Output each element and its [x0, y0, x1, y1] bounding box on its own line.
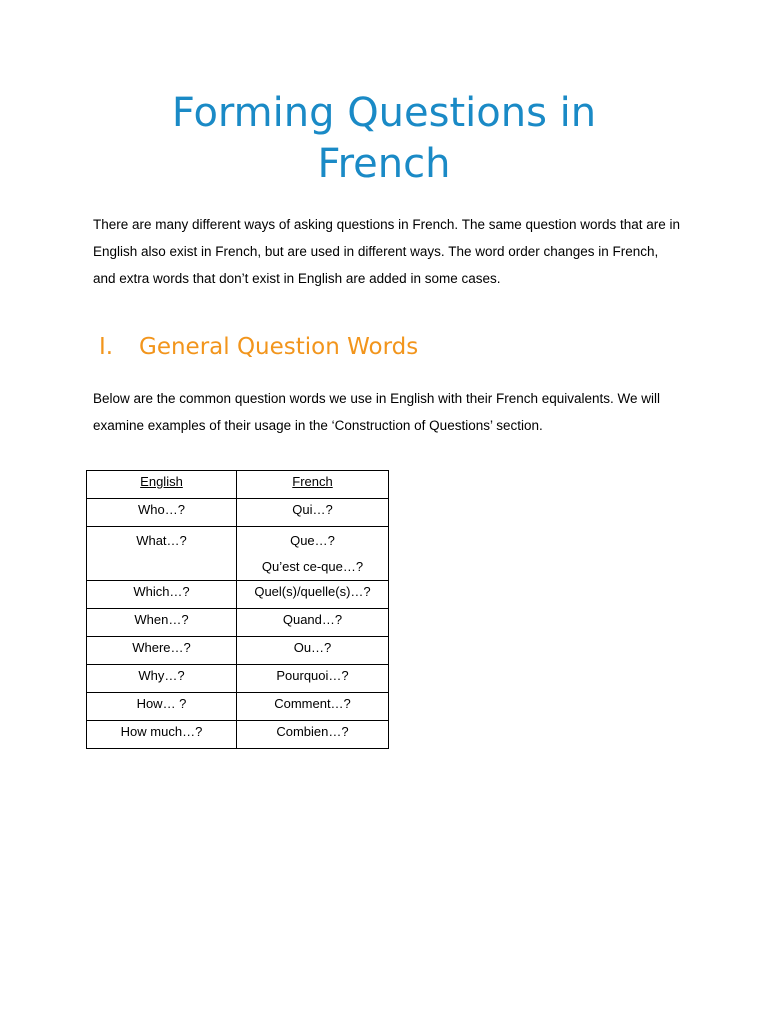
french-cell: Que…? Qu’est ce-que…?: [237, 527, 389, 581]
english-cell: Which…?: [87, 581, 237, 609]
section-title: General Question Words: [139, 334, 419, 360]
table-row: [87, 527, 389, 581]
table-row: [87, 721, 389, 749]
section-intro-paragraph: Below are the common question words we use in English with their French equivalents. We will examine examples of their usage in the ‘Construction of Questions’ section.: [93, 391, 661, 433]
english-cell: Where…?: [87, 637, 237, 665]
table-row: [87, 581, 389, 609]
question-words-table: [86, 470, 389, 749]
english-cell: How… ?: [87, 693, 237, 721]
english-cell: Why…?: [87, 665, 237, 693]
page-title: Forming Questions in French: [171, 90, 597, 187]
english-cell: What…?: [87, 527, 237, 581]
column-header-french: French: [237, 471, 389, 499]
french-cell: Pourquoi…?: [237, 665, 389, 693]
table-row: [87, 499, 389, 527]
french-cell: Quel(s)/quelle(s)…?: [237, 581, 389, 609]
english-cell: How much…?: [87, 721, 237, 749]
french-cell: Comment…?: [237, 693, 389, 721]
section-heading: [99, 331, 418, 363]
french-cell: Qui…?: [237, 499, 389, 527]
french-cell: Ou…?: [237, 637, 389, 665]
english-cell: When…?: [87, 609, 237, 637]
section-number: I.: [99, 334, 114, 360]
french-cell: Combien…?: [237, 721, 389, 749]
french-cell: Quand…?: [237, 609, 389, 637]
table-header-row: [87, 471, 389, 499]
english-cell: Who…?: [87, 499, 237, 527]
table-row: [87, 693, 389, 721]
table-row: [87, 609, 389, 637]
column-header-english: English: [87, 471, 237, 499]
intro-paragraph: There are many different ways of asking questions in French. The same question words that are in English also exist in French, but are used in different ways. The word order changes in French, and extra words that don’t exist in English are added in some cases.: [93, 217, 681, 286]
table-row: [87, 637, 389, 665]
table-row: [87, 665, 389, 693]
